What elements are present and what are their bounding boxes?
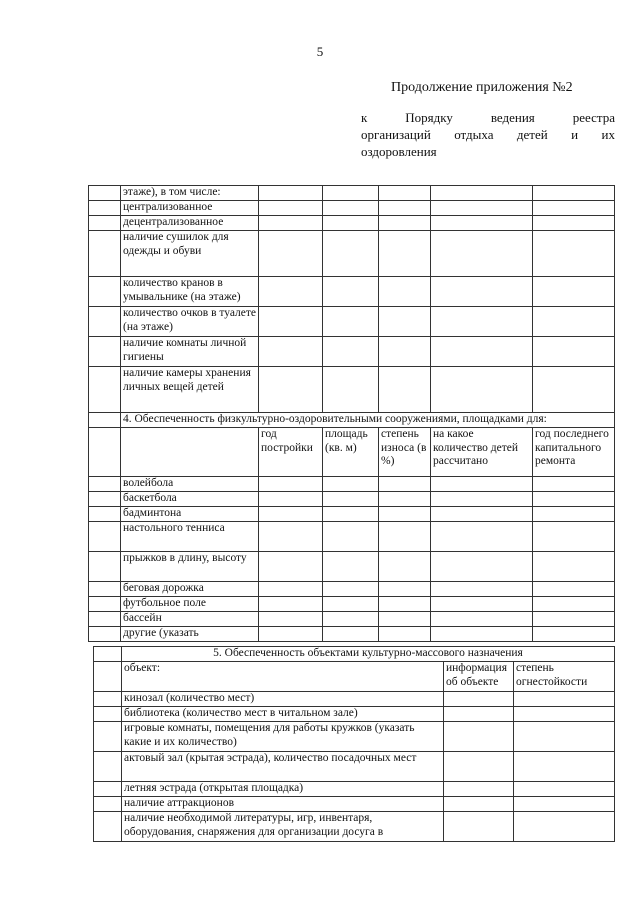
row-label: футбольное поле (121, 597, 259, 612)
row-label: наличие комнаты личной гигиены (121, 337, 259, 367)
col-header-capacity: на какое количество детей рассчитано (431, 428, 533, 477)
row-label: другие (указать (121, 627, 259, 642)
row-label: бассейн (121, 612, 259, 627)
row-label: количество очков в туалете (на этаже) (121, 307, 259, 337)
header-row (94, 662, 615, 692)
row-label: децентрализованное (121, 216, 259, 231)
table-row (94, 782, 615, 797)
subtitle-word: отдыха (454, 127, 494, 142)
appendix-title: Продолжение приложения №2 (391, 80, 573, 95)
row-label: волейбола (121, 477, 259, 492)
col-header-object: объект: (122, 662, 444, 692)
subtitle-word: ведения (490, 110, 535, 125)
col-header-repair: год последнего капитального ремонта (533, 428, 615, 477)
row-label: летняя эстрада (открытая площадка) (122, 782, 444, 797)
table-row (89, 367, 615, 413)
table-row (89, 231, 615, 277)
table-row (89, 612, 615, 627)
section-4-title: 4. Обеспеченность физкультурно-оздоровительными сооружениями, площадками для: (121, 413, 615, 428)
subtitle-word: детей (516, 127, 548, 142)
col-header-wear: степень износа (в %) (379, 428, 431, 477)
table-row (89, 277, 615, 307)
table-row (89, 552, 615, 582)
row-label: настольного тенниса (121, 522, 259, 552)
row-label: библиотека (количество мест в читальном зале) (122, 707, 444, 722)
row-label: наличие аттракционов (122, 797, 444, 812)
section-heading-row (94, 647, 615, 662)
row-label: наличие камеры хранения личных вещей детей (121, 367, 259, 413)
table-row (89, 307, 615, 337)
table-row (94, 722, 615, 752)
table-row (89, 201, 615, 216)
table-row (94, 797, 615, 812)
row-label: наличие сушилок для одежды и обуви (121, 231, 259, 277)
table-row (89, 507, 615, 522)
row-label: бадминтона (121, 507, 259, 522)
col-header-area: площадь (кв. м) (323, 428, 379, 477)
facilities-table (88, 185, 615, 642)
table-row (94, 707, 615, 722)
subtitle-line: оздоровления (361, 144, 437, 159)
row-label: баскетбола (121, 492, 259, 507)
row-label: беговая дорожка (121, 582, 259, 597)
row-label: наличие необходимой литературы, игр, инвентаря, оборудования, снаряжения для организации досуга в (122, 812, 444, 842)
subtitle-word: Порядку (405, 110, 453, 125)
subtitle-word: реестра (572, 110, 615, 125)
table-row (94, 752, 615, 782)
section-heading-row (89, 413, 615, 428)
table-row (89, 492, 615, 507)
row-label: количество кранов в умывальнике (на этаже) (121, 277, 259, 307)
subtitle-word: организаций (361, 127, 431, 142)
col-header-year: год постройки (259, 428, 323, 477)
table-row (89, 216, 615, 231)
col-header-info: информация об объекте (444, 662, 514, 692)
table-row (89, 477, 615, 492)
row-label: актовый зал (крытая эстрада), количество посадочных мест (122, 752, 444, 782)
col-header-fire-resistance: степень огнестойкости (514, 662, 615, 692)
row-label: централизованное (121, 201, 259, 216)
table-row (89, 186, 615, 201)
row-label: кинозал (количество мест) (122, 692, 444, 707)
subtitle-word: к (361, 110, 368, 125)
page-number: 5 (316, 44, 324, 59)
row-label: прыжков в длину, высоту (121, 552, 259, 582)
table-row (89, 597, 615, 612)
table-row (94, 692, 615, 707)
table-row (89, 337, 615, 367)
header-row (89, 428, 615, 477)
table-row (94, 812, 615, 842)
appendix-subtitle (361, 109, 615, 160)
section-5-title: 5. Обеспеченность объектами культурно-массового назначения (122, 647, 615, 662)
table-row (89, 522, 615, 552)
subtitle-word: их (601, 127, 615, 142)
table-row (89, 582, 615, 597)
row-label: этаже), в том числе: (121, 186, 259, 201)
table-row (89, 627, 615, 642)
row-label: игровые комнаты, помещения для работы кружков (указать какие и их количество) (122, 722, 444, 752)
subtitle-word: и (571, 127, 579, 142)
cultural-objects-table (93, 646, 615, 842)
